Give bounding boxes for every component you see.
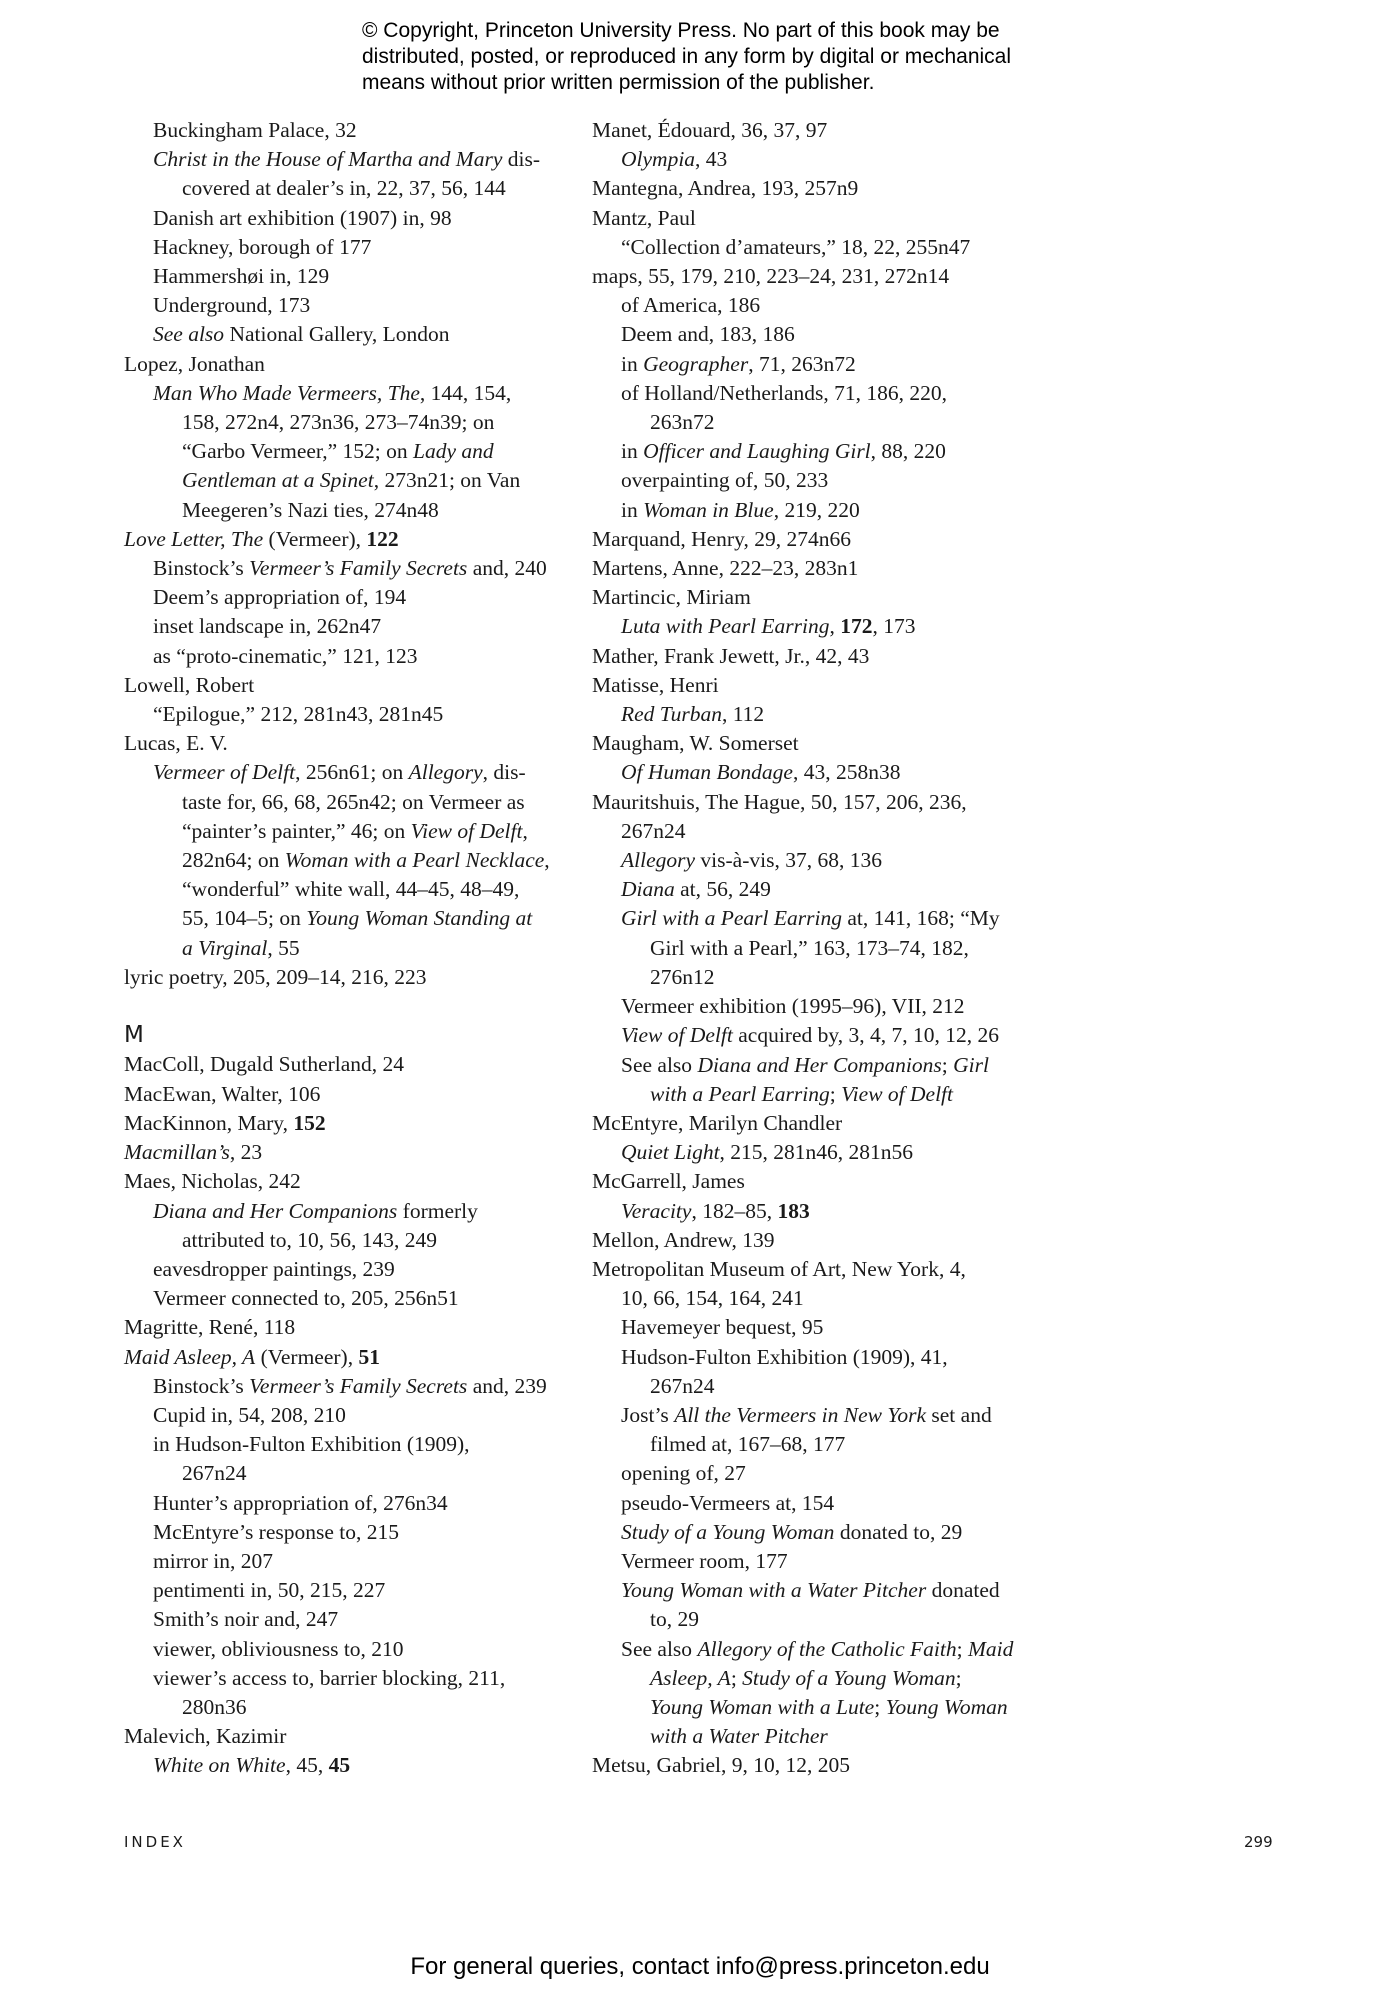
index-subentry (124, 1518, 569, 1547)
entry-text: attributed to, 10, 56, 143, 249 (182, 1227, 437, 1252)
italic-title: White on White (153, 1753, 286, 1778)
entry-text: Marquand, Henry, 29, 274n66 (592, 526, 851, 551)
index-entry (124, 1080, 569, 1109)
index-subentry (592, 1138, 1037, 1167)
index-entry (124, 350, 569, 379)
entry-text: of America, 186 (621, 293, 761, 318)
entry-text: “Collection d’amateurs,” 18, 22, 255n47 (621, 234, 971, 259)
entry-text: MacKinnon, Mary, (124, 1110, 294, 1135)
italic-title: a Virginal (182, 935, 268, 960)
entry-text: ; (941, 1052, 954, 1077)
entry-text: McEntyre, Marilyn Chandler (592, 1110, 843, 1135)
entry-text: overpainting of, 50, 233 (621, 468, 829, 493)
index-subentry (124, 379, 569, 408)
index-subentry (592, 875, 1037, 904)
entry-text: and, 240 (467, 556, 547, 581)
entry-text: Girl with a Pearl,” 163, 173–74, 182, (650, 935, 969, 960)
index-subentry (592, 758, 1037, 787)
entry-text: (Vermeer), (263, 526, 367, 551)
entry-text: Binstock’s (153, 1373, 250, 1398)
entry-text: McGarrell, James (592, 1169, 745, 1194)
index-subentry (592, 963, 1037, 992)
index-entry (592, 729, 1037, 758)
entry-text: ; (730, 1665, 743, 1690)
index-subentry (124, 1430, 569, 1459)
entry-text: Jost’s (621, 1402, 675, 1427)
index-subentry (592, 904, 1037, 933)
entry-text: 267n24 (650, 1373, 715, 1398)
index-subentry (592, 437, 1037, 466)
index-subentry (592, 817, 1037, 846)
index-subentry (124, 846, 569, 875)
index-subentry (592, 1722, 1037, 1751)
entry-text: “Garbo Vermeer,” 152; on (182, 439, 413, 464)
index-subentry (124, 700, 569, 729)
entry-text: , 256n61; on (295, 760, 409, 785)
entry-text: , 88, 220 (870, 439, 946, 464)
entry-text: donated (926, 1578, 1000, 1603)
index-entry (124, 1109, 569, 1138)
index-entry (124, 525, 569, 554)
entry-text: inset landscape in, 262n47 (153, 614, 382, 639)
bold-page-ref: 51 (358, 1344, 380, 1369)
entry-text: Cupid in, 54, 208, 210 (153, 1402, 346, 1427)
entry-text: , dis- (482, 760, 526, 785)
italic-title: View of Delft (841, 1081, 953, 1106)
index-entry (592, 1751, 1037, 1780)
entry-text: at, 141, 168; “My (841, 906, 1000, 931)
italic-title: Man Who Made Vermeers, The (153, 380, 420, 405)
bold-page-ref: 45 (328, 1753, 351, 1778)
index-subentry (124, 1547, 569, 1576)
entry-text: viewer’s access to, barrier blocking, 211, (153, 1665, 506, 1690)
entry-text: Magritte, René, 118 (124, 1315, 296, 1340)
entry-text: Matisse, Henri (592, 672, 719, 697)
index-subentry (592, 1051, 1037, 1080)
entry-text: ; (874, 1694, 886, 1719)
section-letter-heading: M (124, 1022, 144, 1049)
index-subentry (592, 145, 1037, 174)
entry-text: MacEwan, Walter, 106 (124, 1081, 321, 1106)
entry-text: to, 29 (650, 1607, 699, 1632)
index-subentry (124, 875, 569, 904)
entry-text: 158, 272n4, 273n36, 273–74n39; on (182, 410, 495, 435)
italic-title: Maid (967, 1636, 1014, 1661)
index-entry (124, 1167, 569, 1196)
index-subentry (124, 145, 569, 174)
index-entry (124, 963, 569, 992)
italic-title: Geographer (643, 351, 749, 376)
italic-title: Young Woman Standing at (306, 906, 533, 931)
italic-title: with a Pearl Earring (650, 1081, 830, 1106)
entry-text: , 45, (285, 1753, 329, 1778)
index-subentry (124, 1459, 569, 1488)
index-subentry (124, 204, 569, 233)
entry-text: , 144, 154, (419, 380, 512, 405)
italic-title: Young Woman with a Water Pitcher (621, 1578, 927, 1603)
entry-text: Havemeyer bequest, 95 (621, 1315, 824, 1340)
italic-title: Vermeer’s Family Secrets (249, 556, 468, 581)
index-subentry (124, 1635, 569, 1664)
entry-text: Martens, Anne, 222–23, 283n1 (592, 556, 859, 581)
index-subentry (592, 1401, 1037, 1430)
index-subentry (592, 1693, 1037, 1722)
entry-text: 280n36 (182, 1694, 247, 1719)
index-subentry (592, 1372, 1037, 1401)
italic-title: Christ in the House of Martha and Mary (153, 147, 503, 172)
index-entry (124, 729, 569, 758)
italic-title: Red Turban (621, 702, 722, 727)
entry-text: as “proto-cinematic,” 121, 123 (153, 643, 418, 668)
index-subentry (124, 1226, 569, 1255)
italic-title: Diana and Her Companions (697, 1052, 942, 1077)
index-subentry (124, 437, 569, 466)
index-subentry (592, 1576, 1037, 1605)
index-entry (592, 262, 1037, 291)
index-entry (592, 525, 1037, 554)
entry-text: Lucas, E. V. (124, 731, 228, 756)
index-entry (124, 671, 569, 700)
entry-text: Meegeren’s Nazi ties, 274n48 (182, 497, 439, 522)
entry-text: 276n12 (650, 964, 715, 989)
italic-title: Diana (621, 877, 675, 902)
index-subentry (592, 379, 1037, 408)
index-subentry (124, 496, 569, 525)
index-subentry (592, 320, 1037, 349)
index-entry (592, 1109, 1037, 1138)
index-entry (592, 554, 1037, 583)
bold-page-ref: 122 (366, 526, 399, 551)
entry-text: , 43, 258n38 (792, 760, 901, 785)
index-subentry (592, 934, 1037, 963)
entry-text: , 219, 220 (773, 497, 860, 522)
copyright-notice (362, 18, 1082, 96)
entry-text: pseudo-Vermeers at, 154 (621, 1490, 835, 1515)
entry-text: Martincic, Miriam (592, 585, 751, 610)
entry-text: set and (926, 1402, 992, 1427)
entry-text: , (544, 848, 550, 873)
italic-title: See also (153, 322, 225, 347)
entry-text: ; (955, 1665, 962, 1690)
entry-text: , (522, 818, 528, 843)
index-entry (592, 642, 1037, 671)
entry-text: ; (829, 1081, 842, 1106)
copyright-line-2: distributed, posted, or reproduced in any form by digital or mechanical (362, 45, 1012, 68)
entry-text: Mantz, Paul (592, 205, 696, 230)
entry-text: 267n24 (182, 1461, 247, 1486)
index-subentry (592, 1313, 1037, 1342)
index-subentry (592, 1489, 1037, 1518)
entry-text: filmed at, 167–68, 177 (650, 1432, 846, 1457)
index-subentry (124, 934, 569, 963)
entry-text: , (829, 614, 841, 639)
italic-title: Quiet Light (621, 1140, 720, 1165)
index-entry (592, 671, 1037, 700)
index-subentry (592, 1518, 1037, 1547)
italic-title: Young Woman (885, 1694, 1008, 1719)
index-subentry (124, 612, 569, 641)
index-entry (592, 1255, 1037, 1284)
entry-text: Vermeer room, 177 (621, 1548, 788, 1573)
contact-line: For general queries, contact info@press.princeton.edu (410, 1953, 990, 1980)
index-subentry (124, 758, 569, 787)
index-entry (592, 204, 1037, 233)
entry-text: , 23 (229, 1140, 263, 1165)
italic-title: Girl with a Pearl Earring (621, 906, 842, 931)
entry-text: Mantegna, Andrea, 193, 257n9 (592, 176, 859, 201)
index-subentry (124, 1372, 569, 1401)
entry-text: opening of, 27 (621, 1461, 746, 1486)
bold-page-ref: 152 (293, 1110, 326, 1135)
index-subentry (592, 1605, 1037, 1634)
italic-title: Of Human Bondage (621, 760, 793, 785)
index-subentry (124, 904, 569, 933)
index-subentry (124, 554, 569, 583)
entry-text: “Epilogue,” 212, 281n43, 281n45 (153, 702, 444, 727)
entry-text: Vermeer connected to, 205, 256n51 (153, 1286, 459, 1311)
italic-title: Allegory (408, 760, 483, 785)
italic-title: Luta with Pearl Earring (621, 614, 830, 639)
italic-title: Diana and Her Companions (153, 1198, 398, 1223)
index-entry (124, 1138, 569, 1167)
index-subentry (592, 233, 1037, 262)
entry-text: , 215, 281n46, 281n56 (719, 1140, 914, 1165)
entry-text: Malevich, Kazimir (124, 1724, 287, 1749)
entry-text: See also (621, 1052, 698, 1077)
index-entry (592, 788, 1037, 817)
italic-title: Woman in Blue (643, 497, 774, 522)
entry-text: taste for, 66, 68, 265n42; on Vermeer as (182, 789, 525, 814)
entry-text: Deem and, 183, 186 (621, 322, 795, 347)
index-subentry (124, 642, 569, 671)
entry-text: 282n64; on (182, 848, 285, 873)
entry-text: , 182–85, (691, 1198, 778, 1223)
index-entry (592, 174, 1037, 203)
entry-text: Vermeer exhibition (1995–96), VII, 212 (621, 994, 965, 1019)
index-subentry (124, 1605, 569, 1634)
index-subentry (124, 291, 569, 320)
index-entry (592, 116, 1037, 145)
italic-title: View of Delft (621, 1023, 733, 1048)
entry-text: eavesdropper paintings, 239 (153, 1256, 395, 1281)
entry-text: in (621, 497, 644, 522)
italic-title: Macmillan’s (124, 1140, 230, 1165)
entry-text: 10, 66, 154, 164, 241 (621, 1286, 804, 1311)
entry-text: MacColl, Dugald Sutherland, 24 (124, 1052, 405, 1077)
index-subentry (592, 1430, 1037, 1459)
index-subentry (124, 817, 569, 846)
entry-text: in (621, 439, 644, 464)
index-subentry (124, 233, 569, 262)
index-subentry (124, 466, 569, 495)
index-subentry (592, 1635, 1037, 1664)
entry-text: formerly (397, 1198, 478, 1223)
entry-text: , 71, 263n72 (748, 351, 856, 376)
entry-text: Mellon, Andrew, 139 (592, 1227, 775, 1252)
index-subentry (124, 1664, 569, 1693)
index-column-right (592, 116, 1037, 1781)
entry-text: Lowell, Robert (124, 672, 255, 697)
entry-text: Manet, Édouard, 36, 37, 97 (592, 118, 828, 142)
index-subentry (124, 1284, 569, 1313)
entry-text: Danish art exhibition (1907) in, 98 (153, 205, 452, 230)
entry-text: lyric poetry, 205, 209–14, 216, 223 (124, 964, 427, 989)
entry-text: , 55 (267, 935, 300, 960)
entry-text: maps, 55, 179, 210, 223–24, 231, 272n14 (592, 264, 950, 289)
entry-text: 267n24 (621, 818, 686, 843)
index-subentry (592, 1343, 1037, 1372)
entry-text: ; (956, 1636, 968, 1661)
index-subentry (592, 1080, 1037, 1109)
entry-text: Hackney, borough of 177 (153, 234, 372, 259)
entry-text: Hammershøi in, 129 (153, 264, 330, 289)
entry-text: Maes, Nicholas, 242 (124, 1169, 301, 1194)
index-entry (592, 1226, 1037, 1255)
index-subentry (124, 262, 569, 291)
index-subentry (592, 846, 1037, 875)
italic-title: Officer and Laughing Girl (643, 439, 871, 464)
entry-text: Deem’s appropriation of, 194 (153, 585, 407, 610)
entry-text: in Hudson-Fulton Exhibition (1909), (153, 1432, 470, 1457)
index-subentry (592, 700, 1037, 729)
entry-text: Hunter’s appropriation of, 276n34 (153, 1490, 448, 1515)
entry-text: of Holland/Netherlands, 71, 186, 220, (621, 380, 948, 405)
index-subentry (592, 466, 1037, 495)
entry-text: Underground, 173 (153, 293, 311, 318)
italic-title: Vermeer’s Family Secrets (249, 1373, 468, 1398)
entry-text: covered at dealer’s in, 22, 37, 56, 144 (182, 176, 506, 201)
italic-title: Allegory of the Catholic Faith (697, 1636, 957, 1661)
entry-text: and, 239 (467, 1373, 547, 1398)
entry-text: Mather, Frank Jewett, Jr., 42, 43 (592, 643, 870, 668)
entry-text: Maugham, W. Somerset (592, 731, 799, 756)
italic-title: Gentleman at a Spinet (182, 468, 374, 493)
italic-title: Vermeer of Delft (153, 760, 296, 785)
bold-page-ref: 172 (840, 614, 873, 639)
italic-title: Olympia (621, 147, 696, 172)
index-subentry (124, 788, 569, 817)
entry-text: Lopez, Jonathan (124, 351, 265, 376)
entry-text: Buckingham Palace, 32 (153, 118, 357, 142)
copyright-line-1: © Copyright, Princeton University Press. No part of this book may be (362, 19, 1000, 42)
index-subentry (592, 291, 1037, 320)
entry-text: 263n72 (650, 410, 715, 435)
index-subentry (592, 350, 1037, 379)
entry-text: Metropolitan Museum of Art, New York, 4, (592, 1256, 966, 1281)
italic-title: Study of a Young Woman (742, 1665, 956, 1690)
index-entry (124, 1313, 569, 1342)
entry-text: vis-à-vis, 37, 68, 136 (695, 848, 882, 873)
italic-title: All the Vermeers in New York (674, 1402, 927, 1427)
index-subentry (124, 583, 569, 612)
entry-text: , 273n21; on Van (373, 468, 521, 493)
italic-title: Allegory (621, 848, 696, 873)
copyright-line-3: means without prior written permission of the publisher. (362, 71, 875, 94)
italic-title: with a Water Pitcher (650, 1724, 828, 1749)
italic-title: View of Delft (410, 818, 523, 843)
index-subentry (592, 1664, 1037, 1693)
index-subentry (124, 1197, 569, 1226)
entry-text: pentimenti in, 50, 215, 227 (153, 1578, 386, 1603)
index-subentry (592, 1459, 1037, 1488)
index-subentry (592, 408, 1037, 437)
index-entry (124, 1722, 569, 1751)
entry-text: , 173 (872, 614, 916, 639)
entry-text: Hudson-Fulton Exhibition (1909), 41, (621, 1344, 948, 1369)
index-subentry (592, 1284, 1037, 1313)
entry-text: acquired by, 3, 4, 7, 10, 12, 26 (732, 1023, 999, 1048)
entry-text: “wonderful” white wall, 44–45, 48–49, (182, 877, 520, 902)
index-subentry (124, 1576, 569, 1605)
entry-text: Metsu, Gabriel, 9, 10, 12, 205 (592, 1753, 850, 1778)
index-entry (124, 1343, 569, 1372)
index-subentry (124, 1255, 569, 1284)
index-subentry (124, 408, 569, 437)
entry-text: dis- (502, 147, 540, 172)
bold-page-ref: 183 (777, 1198, 810, 1223)
page-number: 299 (1244, 1833, 1273, 1851)
index-subentry (592, 992, 1037, 1021)
entry-text: at, 56, 249 (674, 877, 771, 902)
entry-text: National Gallery, London (224, 322, 450, 347)
running-footer-section: INDEX (124, 1833, 186, 1851)
entry-text: Binstock’s (153, 556, 250, 581)
index-entry (124, 1050, 569, 1079)
entry-text: McEntyre’s response to, 215 (153, 1519, 400, 1544)
entry-text: Smith’s noir and, 247 (153, 1607, 339, 1632)
italic-title: Lady and (412, 439, 494, 464)
entry-text: in (621, 351, 644, 376)
italic-title: Study of a Young Woman (621, 1519, 835, 1544)
entry-text: viewer, obliviousness to, 210 (153, 1636, 404, 1661)
entry-text: See also (621, 1636, 698, 1661)
index-subentry (124, 116, 569, 145)
index-entry (592, 1167, 1037, 1196)
italic-title: Asleep, A (650, 1665, 731, 1690)
index-subentry (124, 1693, 569, 1722)
index-subentry (592, 1021, 1037, 1050)
entry-text: “painter’s painter,” 46; on (182, 818, 411, 843)
italic-title: Young Woman with a Lute (650, 1694, 875, 1719)
index-subentry (592, 496, 1037, 525)
index-subentry (592, 1197, 1037, 1226)
italic-title: Woman with a Pearl Necklace (284, 848, 545, 873)
section-gap (124, 992, 569, 1021)
index-subentry (592, 1547, 1037, 1576)
index-column-left (124, 116, 569, 1781)
entry-text: mirror in, 207 (153, 1548, 274, 1573)
italic-title: Maid Asleep, A (124, 1344, 256, 1369)
entry-text: , 43 (695, 147, 728, 172)
index-subentry (124, 320, 569, 349)
index-subentry (124, 1751, 569, 1780)
entry-text: Mauritshuis, The Hague, 50, 157, 206, 236, (592, 789, 967, 814)
index-subentry (124, 1489, 569, 1518)
italic-title: Veracity (621, 1198, 692, 1223)
index-subentry (592, 612, 1037, 641)
entry-text: 55, 104–5; on (182, 906, 307, 931)
italic-title: Love Letter, The (124, 526, 264, 551)
entry-text: , 112 (721, 702, 765, 727)
index-subentry (124, 1401, 569, 1430)
index-entry (592, 583, 1037, 612)
index-subentry (124, 174, 569, 203)
italic-title: Girl (953, 1052, 989, 1077)
entry-text: (Vermeer), (255, 1344, 359, 1369)
entry-text: donated to, 29 (834, 1519, 963, 1544)
